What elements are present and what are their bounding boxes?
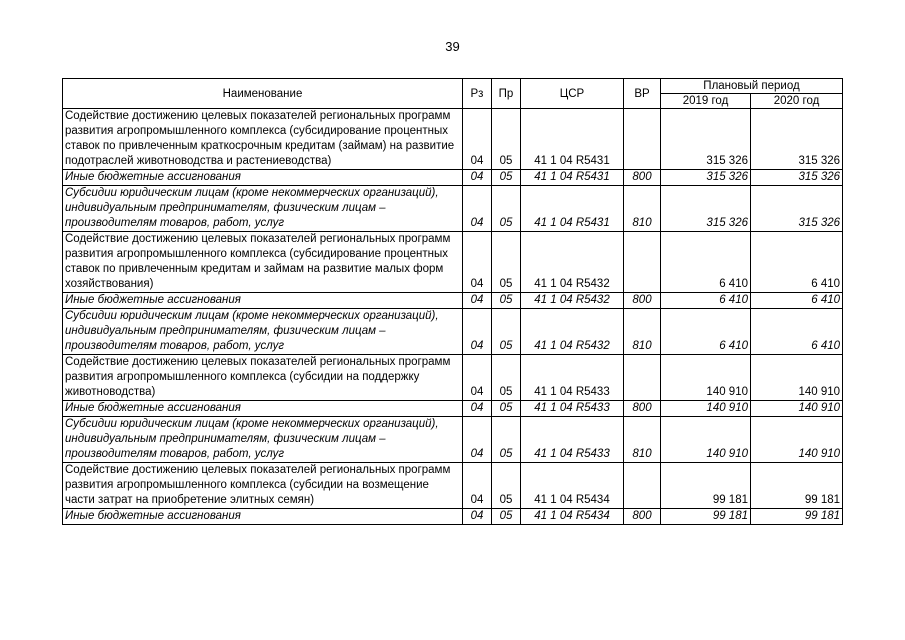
cell-2019: 315 326 (661, 109, 751, 170)
cell-rz: 04 (463, 186, 492, 232)
cell-vr: 800 (624, 509, 661, 525)
cell-pr: 05 (492, 186, 521, 232)
cell-vr (624, 232, 661, 293)
cell-2019: 99 181 (661, 509, 751, 525)
table-row (63, 109, 843, 170)
cell-2020: 6 410 (751, 232, 843, 293)
cell-2019: 140 910 (661, 417, 751, 463)
cell-csr: 41 1 04 R5433 (521, 401, 624, 417)
cell-rz: 04 (463, 170, 492, 186)
cell-2019: 6 410 (661, 232, 751, 293)
cell-name: Содействие достижению целевых показателей региональных программ развития агропромышленного комплекса (субсидии на поддержку животноводства) (63, 355, 463, 401)
header-name: Наименование (63, 79, 463, 109)
cell-vr: 800 (624, 401, 661, 417)
cell-csr: 41 1 04 R5432 (521, 232, 624, 293)
cell-name: Субсидии юридическим лицам (кроме некоммерческих организаций), индивидуальным предпринимателям, физическим лицам – производителям товаров, работ, услуг (63, 186, 463, 232)
cell-vr (624, 463, 661, 509)
table-row (63, 170, 843, 186)
cell-2019: 315 326 (661, 186, 751, 232)
cell-csr: 41 1 04 R5433 (521, 355, 624, 401)
cell-pr: 05 (492, 232, 521, 293)
cell-name: Содействие достижению целевых показателей региональных программ развития агропромышленного комплекса (субсидирование процентных ставок по привлеченным кредитам и займам на развитие малых форм хозяйствования) (63, 232, 463, 293)
header-year-2020: 2020 год (751, 94, 843, 109)
cell-pr: 05 (492, 417, 521, 463)
cell-2020: 315 326 (751, 109, 843, 170)
header-pr: Пр (492, 79, 521, 109)
cell-vr: 810 (624, 309, 661, 355)
cell-rz: 04 (463, 463, 492, 509)
cell-pr: 05 (492, 355, 521, 401)
cell-csr: 41 1 04 R5432 (521, 293, 624, 309)
cell-2020: 140 910 (751, 417, 843, 463)
cell-2019: 315 326 (661, 170, 751, 186)
table-row (63, 355, 843, 401)
cell-csr: 41 1 04 R5431 (521, 170, 624, 186)
cell-2020: 99 181 (751, 509, 843, 525)
cell-2019: 6 410 (661, 309, 751, 355)
cell-name: Субсидии юридическим лицам (кроме некоммерческих организаций), индивидуальным предпринимателям, физическим лицам – производителям товаров, работ, услуг (63, 309, 463, 355)
budget-table (62, 78, 843, 525)
cell-rz: 04 (463, 309, 492, 355)
cell-vr: 800 (624, 170, 661, 186)
table-row (63, 232, 843, 293)
cell-vr: 810 (624, 417, 661, 463)
cell-2019: 99 181 (661, 463, 751, 509)
table-row (63, 463, 843, 509)
table-row (63, 509, 843, 525)
cell-pr: 05 (492, 509, 521, 525)
cell-rz: 04 (463, 417, 492, 463)
cell-pr: 05 (492, 293, 521, 309)
cell-rz: 04 (463, 293, 492, 309)
page-number: 39 (445, 39, 460, 54)
cell-rz: 04 (463, 509, 492, 525)
cell-2020: 140 910 (751, 355, 843, 401)
header-rz: Рз (463, 79, 492, 109)
cell-csr: 41 1 04 R5434 (521, 509, 624, 525)
cell-pr: 05 (492, 109, 521, 170)
cell-csr: 41 1 04 R5434 (521, 463, 624, 509)
cell-vr (624, 109, 661, 170)
header-vr: ВР (624, 79, 661, 109)
cell-2020: 6 410 (751, 309, 843, 355)
cell-name: Иные бюджетные ассигнования (63, 509, 463, 525)
cell-rz: 04 (463, 232, 492, 293)
cell-rz: 04 (463, 401, 492, 417)
cell-name: Иные бюджетные ассигнования (63, 293, 463, 309)
cell-rz: 04 (463, 355, 492, 401)
cell-2020: 140 910 (751, 401, 843, 417)
table-row (63, 293, 843, 309)
cell-pr: 05 (492, 170, 521, 186)
cell-2019: 140 910 (661, 355, 751, 401)
cell-2020: 315 326 (751, 170, 843, 186)
table-body (63, 109, 843, 525)
cell-name: Иные бюджетные ассигнования (63, 170, 463, 186)
cell-csr: 41 1 04 R5433 (521, 417, 624, 463)
cell-2020: 99 181 (751, 463, 843, 509)
cell-csr: 41 1 04 R5432 (521, 309, 624, 355)
cell-name: Субсидии юридическим лицам (кроме некоммерческих организаций), индивидуальным предпринимателям, физическим лицам – производителям товаров, работ, услуг (63, 417, 463, 463)
cell-rz: 04 (463, 109, 492, 170)
table-row (63, 401, 843, 417)
header-year-2019: 2019 год (661, 94, 751, 109)
table-row (63, 309, 843, 355)
table-row (63, 417, 843, 463)
cell-2020: 315 326 (751, 186, 843, 232)
header-planning-period: Плановый период (661, 79, 843, 94)
cell-vr (624, 355, 661, 401)
cell-2020: 6 410 (751, 293, 843, 309)
cell-name: Содействие достижению целевых показателей региональных программ развития агропромышленного комплекса (субсидирование процентных ставок по привлеченным краткосрочным кредитам (займам) на развитие подотраслей животноводства и растениеводства) (63, 109, 463, 170)
cell-pr: 05 (492, 309, 521, 355)
cell-pr: 05 (492, 463, 521, 509)
cell-vr: 810 (624, 186, 661, 232)
cell-pr: 05 (492, 401, 521, 417)
table-row (63, 186, 843, 232)
header-csr: ЦСР (521, 79, 624, 109)
cell-2019: 140 910 (661, 401, 751, 417)
cell-2019: 6 410 (661, 293, 751, 309)
cell-name: Содействие достижению целевых показателей региональных программ развития агропромышленного комплекса (субсидии на возмещение части затрат на приобретение элитных семян) (63, 463, 463, 509)
cell-name: Иные бюджетные ассигнования (63, 401, 463, 417)
cell-vr: 800 (624, 293, 661, 309)
cell-csr: 41 1 04 R5431 (521, 109, 624, 170)
cell-csr: 41 1 04 R5431 (521, 186, 624, 232)
